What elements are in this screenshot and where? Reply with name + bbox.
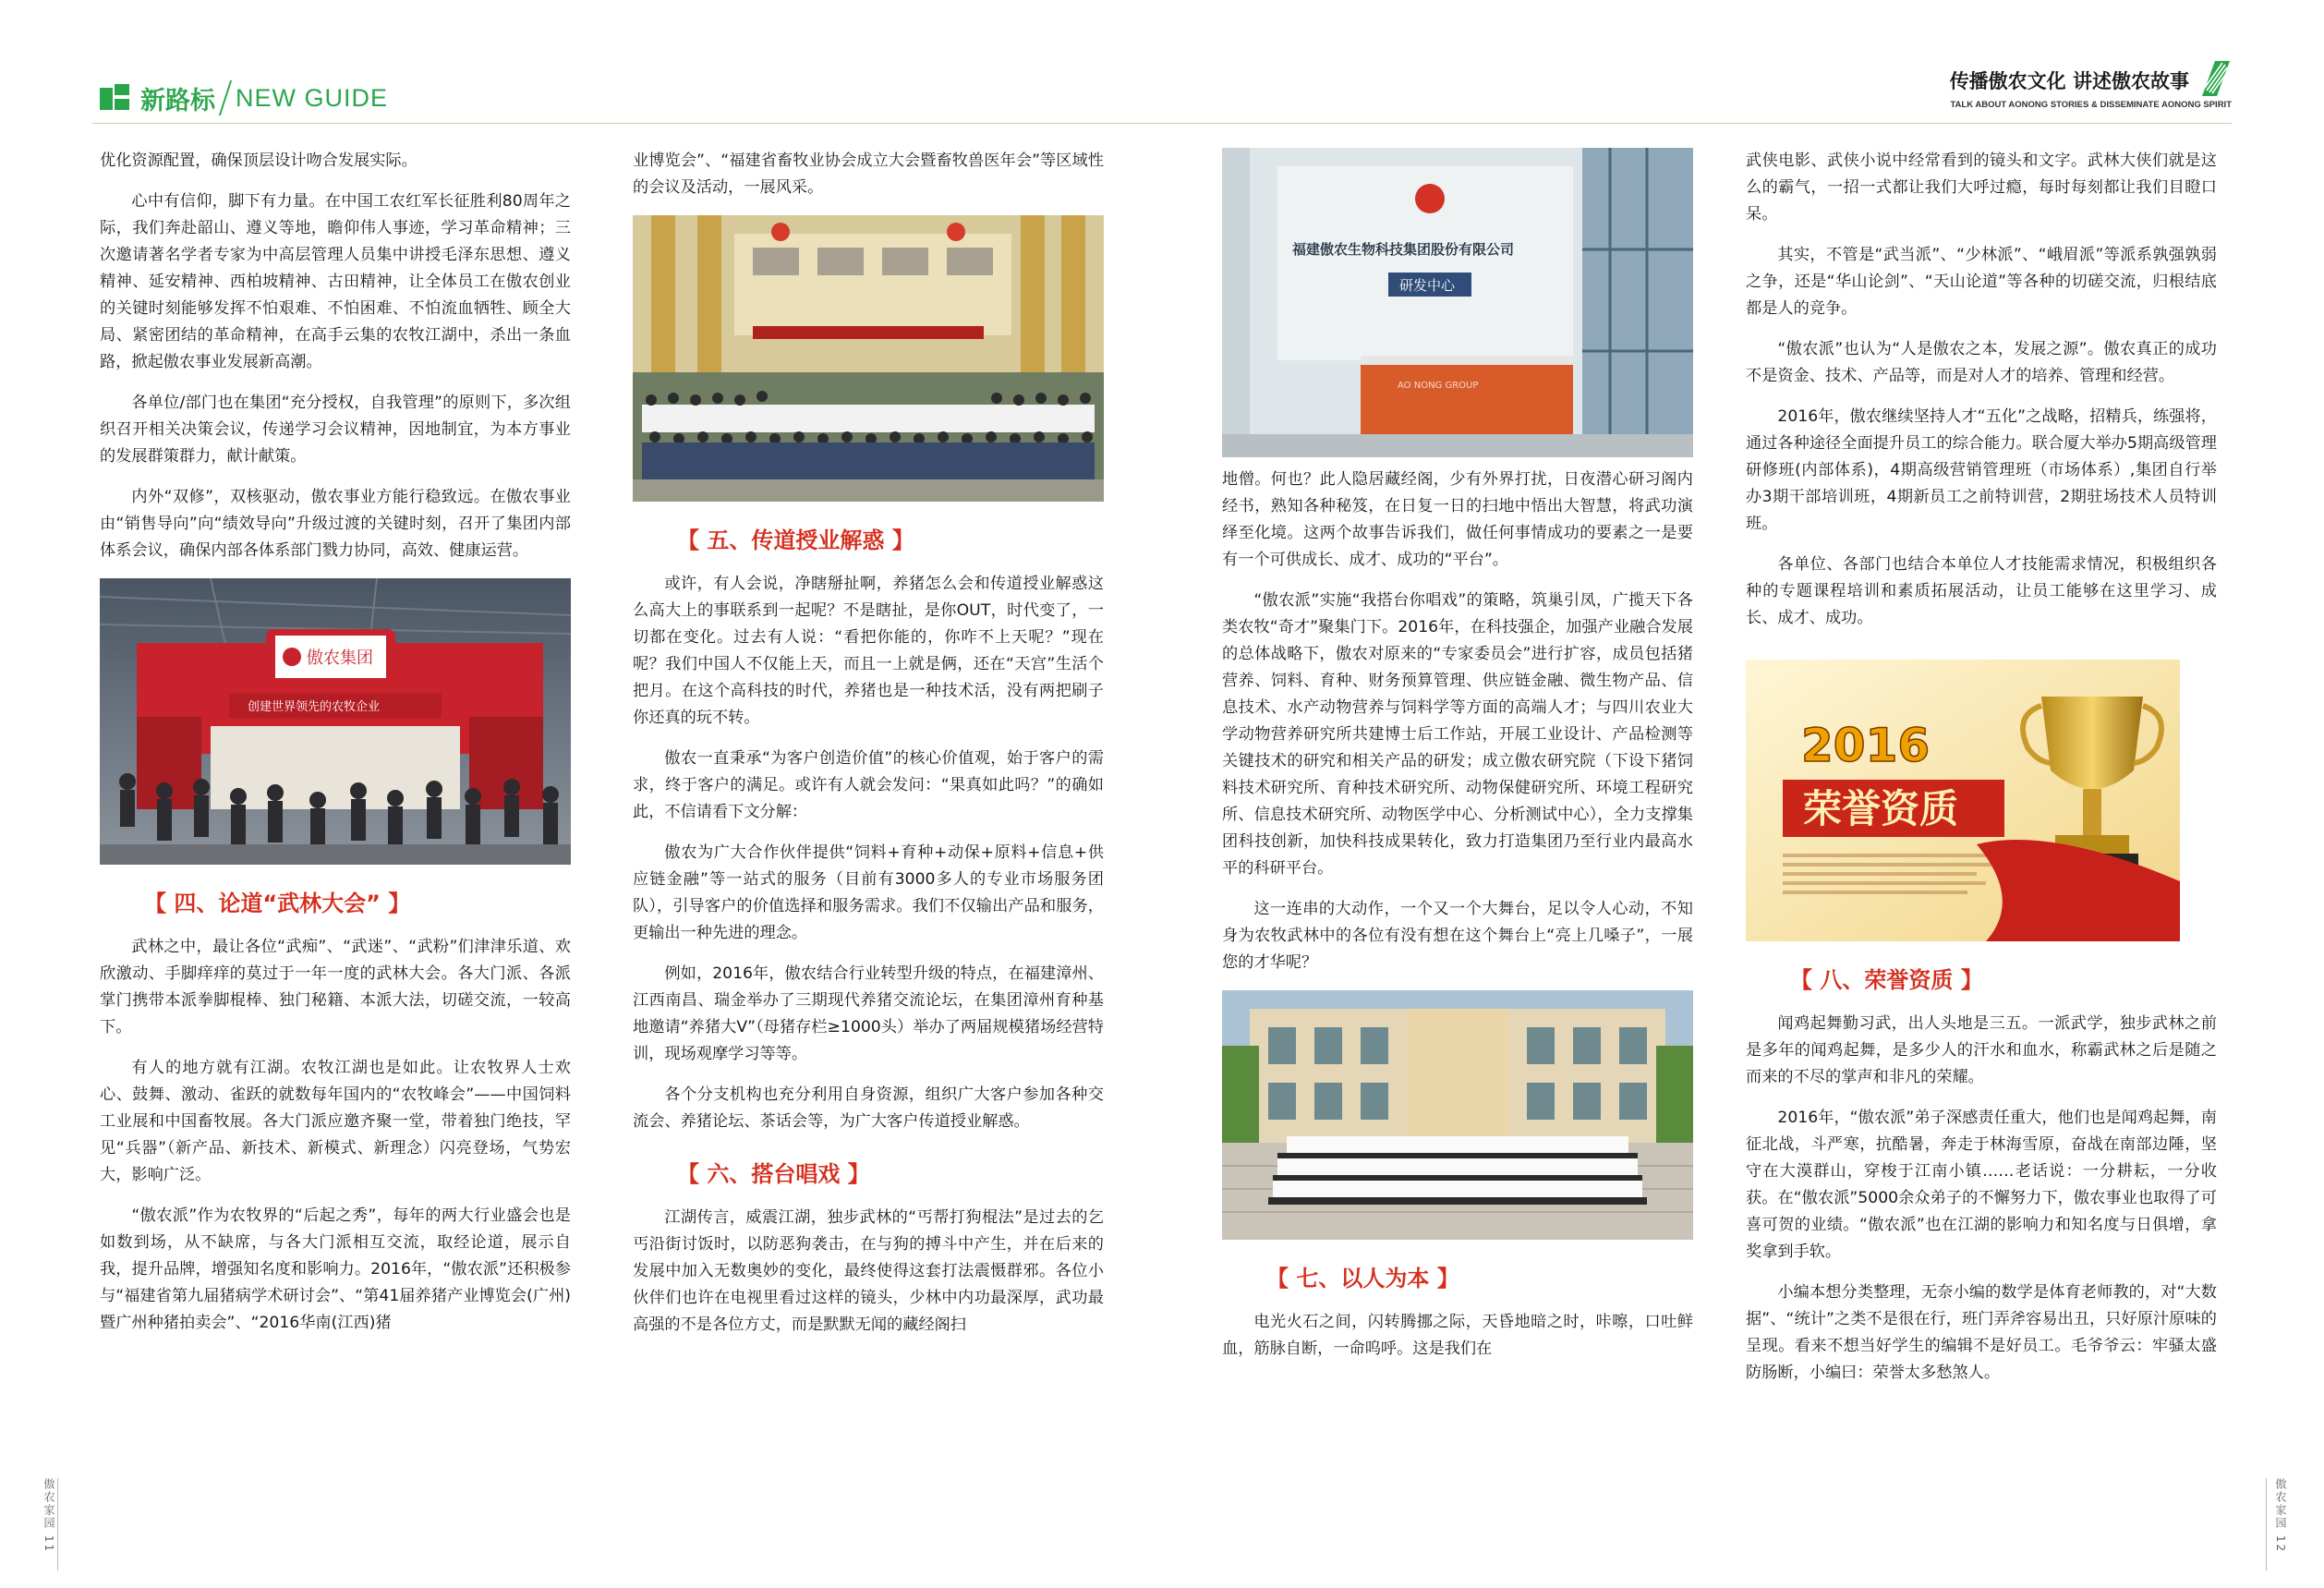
magazine-name: 傲农家园 xyxy=(42,1478,55,1530)
page-number: 11 xyxy=(42,1534,55,1554)
magazine-name: 傲农家园 xyxy=(2274,1478,2287,1530)
column-header xyxy=(100,79,388,116)
paragraph: 优化资源配置，确保顶层设计吻合发展实际。 xyxy=(100,152,418,170)
paragraph: 武侠电影、武侠小说中经常看到的镜头和文字。武林大侠们就是这么的霸气，一招一式都让我们大呼过瘾，每时每刻都让我们目瞪口呆。 xyxy=(1746,152,2217,224)
paragraph: “傲农派”也认为“人是傲农之本，发展之源”。傲农真正的成功不是资金、技术、产品等，而是对人才的培养、管理和经营。 xyxy=(1746,340,2217,385)
staff-group-photo xyxy=(1222,990,1693,1240)
paragraph: 或许，有人会说，净瞎掰扯啊，养猪怎么会和传道授业解惑这么高大上的事联系到一起呢？不是瞎扯，是你OUT，时代变了，一切都在变化。过去有人说：“看把你能的，你咋不上天呢？”现在呢？我们中国人不仅能上天，而且一上就是俩，还在“天宫”生活个把月。在这个高科技的时代，养猪也是一种技术活，没有两把刷子你还真的玩不转。 xyxy=(633,575,1104,727)
paragraph: 2016年，“傲农派”弟子深感责任重大，他们也是闻鸡起舞，南征北战，斗严寒，抗酷暑，奔走于林海雪原，奋战在南部边陲，坚守在大漠群山，穿梭于江南小镇……老话说：一分耕耘，一分收获。在“傲农派”5000余众弟子的不懈努力下，傲农事业也取得了可喜可贺的业绩。“傲农派”也在江湖的影响力和知名度与日俱增，拿奖拿到手软。 xyxy=(1746,1109,2217,1261)
paragraph: 傲农为广大合作伙伴提供“饲料+育种+动保+原料+信息+供应链金融”等一站式的服务（目前有3000多人的专业市场服务团队），引导客户的价值选择和服务需求。我们不仅输出产品和服务，更输出一种先进的理念。 xyxy=(633,843,1104,942)
honor-title: 荣誉资质 xyxy=(1803,786,1959,831)
new-guide-logo-icon xyxy=(100,84,131,112)
paragraph: 傲农一直秉承“为客户创造价值”的核心价值观，始于客户的需求，终于客户的满足。或许有人就会发问：“果真如此吗？”的确如此，不信请看下文分解： xyxy=(633,749,1104,821)
article-column-4 xyxy=(1746,148,2217,1400)
paragraph: 有人的地方就有江湖。农牧江湖也是如此。让农牧界人士欢心、鼓舞、激动、雀跃的就数每年国内的“农牧峰会”——中国饲料工业展和中国畜牧展。各大门派应邀齐聚一堂，带着独门绝技，罕见“兵器”（新产品、新技术、新模式、新理念）闪亮登场，气势宏大，影响广泛。 xyxy=(100,1059,571,1184)
paragraph: 电光火石之间，闪转腾挪之际，天昏地暗之时，咔嚓，口吐鲜血，筋脉自断，一命呜呼。这是我们在 xyxy=(1222,1313,1693,1358)
honor-banner-image xyxy=(1746,660,2180,941)
paragraph: 2016年，傲农继续坚持人才“五化”之战略，招精兵，练强将，通过各种途径全面提升员工的综合能力。联合厦大举办5期高级管理研修班(内部体系)，4期高级营销管理班（市场体系）,集团自行举办3期干部培训班，4期新员工之前特训营，2期驻场技术人员特训班。 xyxy=(1746,407,2217,533)
paragraph: “傲农派”实施“我搭台你唱戏”的策略，筑巢引凤，广揽天下各类农牧“奇才”聚集门下。2016年，在科技强企，加强产业融合发展的总体战略下，傲农对原来的“专家委员会”进行扩容，成员包括猪营养、饲料、育种、财务预算管理、供应链金融、微生物产品、信息技术、水产动物营养与饲料学等方面的高端人才；与四川农业大学动物营养研究所共建博士后工作站，开展工业设计、产品检测等关键技术的研究和相关产品的研发；成立傲农研究院（下设下猪饲料技术研究所、育种技术研究所、动物保健研究所、环境工程研究所、信息技术研究所、动物医学中心、分析测试中心），全力支撑集团科技创新，加快科技成果转化，致力打造集团乃至行业内最高水平的科研平台。 xyxy=(1222,591,1693,878)
paragraph: 内外“双修”，双核驱动，傲农事业方能行稳致远。在傲农事业由“销售导向”向“绩效导向”升级过渡的关键时刻，召开了集团内部体系会议，确保内部各体系部门戮力协同，高效、健康运营。 xyxy=(100,488,571,560)
footer-rule-left xyxy=(57,1478,58,1570)
magazine-slogan xyxy=(1950,67,2232,110)
forum-group-photo xyxy=(633,215,1104,502)
striped-leaf-icon xyxy=(2197,59,2232,98)
column-title-en: NEW GUIDE xyxy=(236,83,389,112)
paragraph: 各个分支机构也充分利用自身资源，组织广大客户参加各种交流会、养猪论坛、茶话会等，为广大客户传道授业解惑。 xyxy=(633,1085,1104,1131)
section-heading-4: 【 四、论道“武林大会” 】 xyxy=(144,891,411,916)
rd-center-lobby-photo xyxy=(1222,148,1693,457)
paragraph: 武林之中，最让各位“武痴”、“武迷”、“武粉”们津津乐道、欢欣激动、手脚痒痒的莫过于一年一度的武林大会。各大门派、各派掌门携带本派拳脚棍棒、独门秘籍、本派大法，切磋交流，一较高下。 xyxy=(100,938,571,1036)
paragraph: 心中有信仰，脚下有力量。在中国工农红军长征胜利80周年之际，我们奔赴韶山、遵义等地，瞻仰伟人事迹，学习革命精神；三次邀请著名学者专家为中高层管理人员集中讲授毛泽东思想、遵义精神、延安精神、西柏坡精神、古田精神，让全体员工在傲农创业的关键时刻能够发挥不怕艰难、不怕困难、不怕流血牺牲、顾全大局、紧密团结的革命精神，在高手云集的农牧江湖中，杀出一条血路，掀起傲农事业发展新高潮。 xyxy=(100,192,571,371)
footer-left xyxy=(42,1478,57,1553)
article-column-2 xyxy=(633,148,1104,1352)
section-heading-6: 【 六、搭台唱戏 】 xyxy=(677,1161,870,1187)
paragraph: 例如，2016年，傲农结合行业转型升级的特点，在福建漳州、江西南昌、瑞金举办了三期现代养猪交流论坛，在集团漳州育种基地邀请“养猪大V”（母猪存栏≥1000头）举办了两届规模猪场经营特训，现场观摩学习等等。 xyxy=(633,964,1104,1063)
page-number: 12 xyxy=(2274,1534,2287,1554)
slogan-en: TALK ABOUT AONONG STORIES & DISSEMINATE AONONG SPIRIT xyxy=(1950,100,2232,110)
desk-label: AO NONG GROUP xyxy=(1398,381,1479,391)
dept-sign: 研发中心 xyxy=(1399,277,1456,294)
paragraph: 这一连串的大动作，一个又一个大舞台，足以令人心动，不知身为农牧武林中的各位有没有想在这个舞台上“亮上几嗓子”，一展您的才华呢？ xyxy=(1222,900,1693,972)
paragraph: 其实，不管是“武当派”、“少林派”、“峨眉派”等派系孰强孰弱之争，还是“华山论剑”、“天山论道”等各种的切磋交流，归根结底都是人的竞争。 xyxy=(1746,246,2217,318)
section-heading-7: 【 七、以人为本 】 xyxy=(1266,1266,1459,1291)
paragraph: 江湖传言，威震江湖，独步武林的“丐帮打狗棍法”是过去的乞丐沿街讨饭时，以防恶狗袭击，在与狗的搏斗中产生，并在后来的发展中加入无数奥妙的变化，最终使得这套打法震慑群邪。各位小伙伴们也许在电视里看过这样的镜头，少林中内功最深厚，武功最高强的不是各位方丈，而是默默无闻的藏经阁扫 xyxy=(633,1208,1104,1334)
paragraph: 地僧。何也？此人隐居藏经阁，少有外界打扰，日夜潜心研习阁内经书，熟知各种秘笈，在日复一日的扫地中悟出大智慧，将武功演绎至化境。这两个故事告诉我们，做任何事情成功的要素之一是要有一个可供成长、成才、成功的“平台”。 xyxy=(1222,470,1693,569)
booth-slogan: 创建世界领先的农牧企业 xyxy=(248,700,381,714)
paragraph: 各单位、各部门也结合本单位人才技能需求情况，积极组织各种的专题课程培训和素质拓展活动，让员工能够在这里学习、成长、成才、成功。 xyxy=(1746,555,2217,627)
article-column-1 xyxy=(100,148,571,1351)
paragraph: 各单位/部门也在集团“充分授权，自我管理”的原则下，多次组织召开相关决策会议，传递学习会议精神，因地制宜，为本方事业的发展群策群力，献计献策。 xyxy=(100,394,571,466)
column-title-cn: 新路标 xyxy=(140,86,215,115)
footer-right xyxy=(2273,1478,2289,1553)
title-divider xyxy=(219,80,232,115)
honor-year: 2016 xyxy=(1801,719,1931,772)
footer-rule-right xyxy=(2266,1478,2267,1570)
article-column-3 xyxy=(1222,148,1693,1376)
paragraph: 业博览会”、“福建省畜牧业协会成立大会暨畜牧兽医年会”等区域性的会议及活动，一展风采。 xyxy=(633,152,1104,197)
section-heading-8: 【 八、荣誉资质 】 xyxy=(1790,967,1983,993)
section-heading-5: 【 五、传道授业解惑 】 xyxy=(677,527,914,553)
header-rule xyxy=(92,123,2232,124)
slogan-cn: 传播傲农文化 讲述傲农故事 xyxy=(1949,70,2189,92)
company-sign: 福建傲农生物科技集团股份有限公司 xyxy=(1292,241,1515,258)
booth-sign: 傲农集团 xyxy=(307,649,373,668)
paragraph: “傲农派”作为农牧界的“后起之秀”，每年的两大行业盛会也是如数到场，从不缺席，与各大门派相互交流，取经论道，展示自我，提升品牌，增强知名度和影响力。2016年，“傲农派”还积极参与“福建省第九届猪病学术研讨会”、“第41届养猪产业博览会(广州)暨广州种猪拍卖会”、“2016华南(江西)猪 xyxy=(100,1206,571,1332)
expo-booth-photo xyxy=(100,578,571,865)
paragraph: 闻鸡起舞勤习武，出人头地是三五。一派武学，独步武林之前是多年的闻鸡起舞，是多少人的汗水和血水，称霸武林之后是随之而来的不尽的掌声和非凡的荣耀。 xyxy=(1746,1014,2217,1086)
paragraph: 小编本想分类整理，无奈小编的数学是体育老师教的，对“大数据”、“统计”之类不是很在行，班门弄斧容易出丑，只好原汁原味的呈现。看来不想当好学生的编辑不是好员工。毛爷爷云：牢骚太盛防肠断，小编曰：荣誉太多愁煞人。 xyxy=(1746,1283,2217,1382)
